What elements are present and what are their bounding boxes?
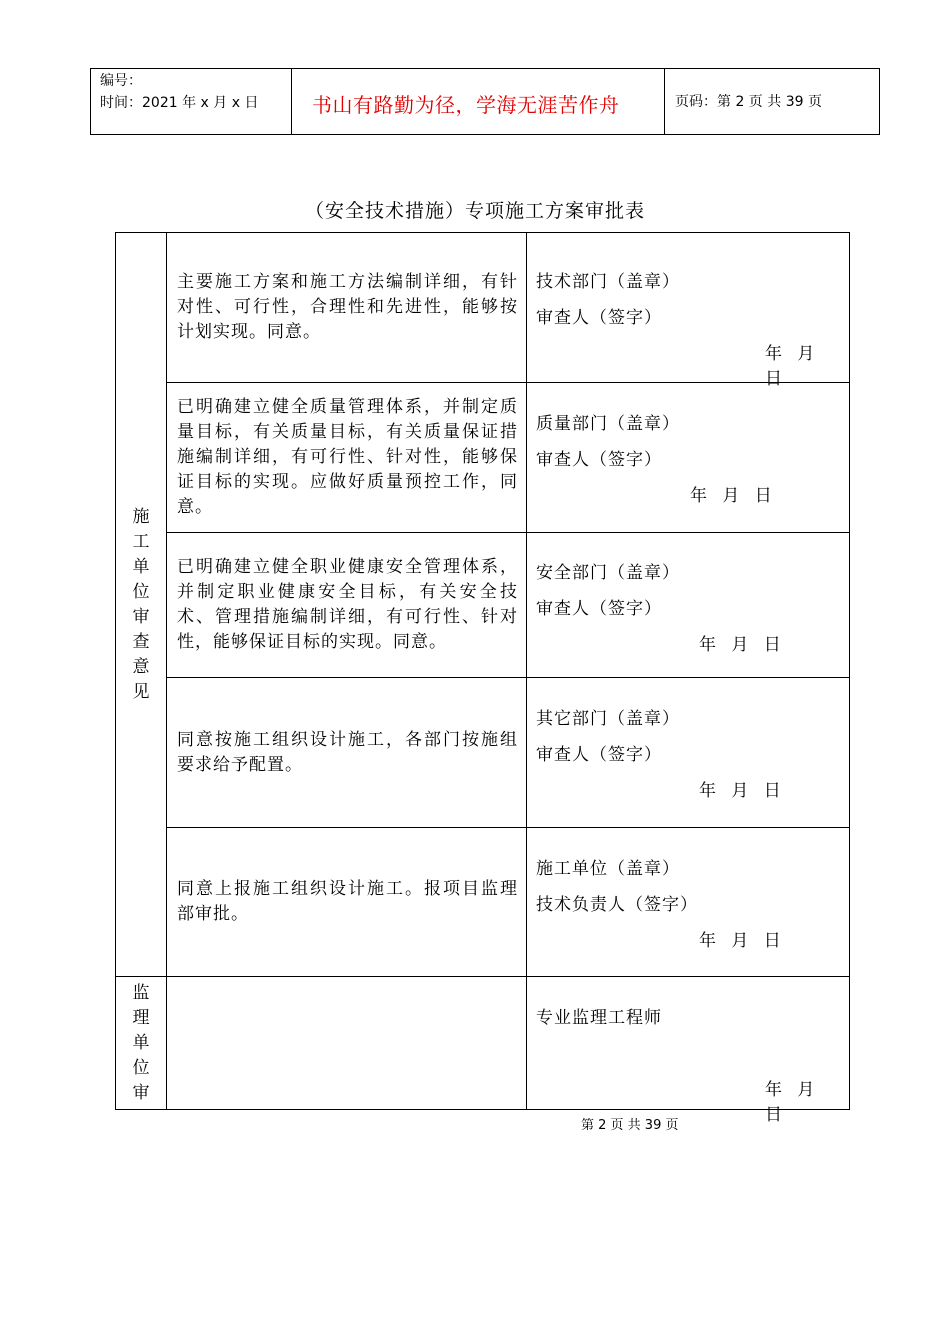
approval-form-table <box>115 232 850 1125</box>
dept-stamp-label: 施工单位（盖章） <box>536 859 680 879</box>
approval-cell <box>527 533 850 678</box>
signer-label: 审查人（签字） <box>536 450 662 470</box>
signer-label: 审查人（签字） <box>536 745 662 765</box>
dept-stamp-label: 其它部门（盖章） <box>536 709 680 729</box>
page-footer: 第 2 页 共 39 页 <box>581 1118 679 1133</box>
header-motto: 书山有路勤为径，学海无涯苦作舟 <box>312 93 620 117</box>
opinion-text: 已明确建立健全职业健康安全管理体系，并制定职业健康安全目标，有关安全技术、管理措施编制详细，有可行性、针对性，能够保证目标的实现。同意。 <box>167 533 527 678</box>
opinion-text: 主要施工方案和施工方法编制详细，有针对性、可行性，合理性和先进性，能够按计划实现。同意。 <box>167 233 527 383</box>
header-page-info: 页码：第 2 页 共 39 页 <box>675 94 822 110</box>
dept-stamp-label: 质量部门（盖章） <box>536 414 680 434</box>
dept-stamp-label: 安全部门（盖章） <box>536 563 680 583</box>
table-row <box>116 233 850 383</box>
table-row <box>116 383 850 533</box>
document-title: （安全技术措施）专项施工方案审批表 <box>304 200 645 222</box>
table-row <box>116 977 850 1110</box>
dept-stamp-label: 技术部门（盖章） <box>536 272 680 292</box>
construction-unit-label: 施 工 单 位 审 查 意 见 <box>116 233 167 977</box>
header-code: 编号： <box>100 73 142 89</box>
date-label: 年 月 日 <box>699 781 786 801</box>
header-time: 时间：2021 年 x 月 x 日 <box>100 95 259 111</box>
opinion-text: 同意上报施工组织设计施工。报项目监理部审批。 <box>167 828 527 977</box>
supervision-unit-label: 监 理 单 位 审 <box>116 977 167 1110</box>
table-row <box>116 533 850 678</box>
table-row <box>116 678 850 828</box>
signer-label: 审查人（签字） <box>536 308 662 328</box>
header-motto-cell <box>292 69 665 134</box>
date-label: 年 月 日 <box>765 1080 820 1125</box>
supervision-approval-cell <box>527 977 850 1125</box>
supervision-engineer-label: 专业监理工程师 <box>536 1008 662 1028</box>
page-header <box>90 68 880 135</box>
approval-cell <box>527 233 850 389</box>
approval-cell <box>527 828 850 977</box>
signer-label: 审查人（签字） <box>536 599 662 619</box>
date-label: 年 月 日 <box>699 931 786 951</box>
opinion-text: 同意按施工组织设计施工，各部门按施组要求给予配置。 <box>167 678 527 828</box>
opinion-text: 已明确建立健全质量管理体系，并制定质量目标，有关质量目标，有关质量保证措施编制详细，有可行性、针对性，能够保证目标的实现。应做好质量预控工作，同意。 <box>167 383 527 533</box>
date-label: 年 月 日 <box>699 635 786 655</box>
approval-cell <box>527 383 850 533</box>
supervision-opinion <box>167 977 527 1110</box>
approval-cell <box>527 678 850 828</box>
date-label: 年 月 日 <box>690 486 777 506</box>
header-meta <box>91 69 292 134</box>
date-label: 年 月 日 <box>765 344 820 389</box>
signer-label: 技术负责人（签字） <box>536 895 698 915</box>
table-row <box>116 828 850 977</box>
